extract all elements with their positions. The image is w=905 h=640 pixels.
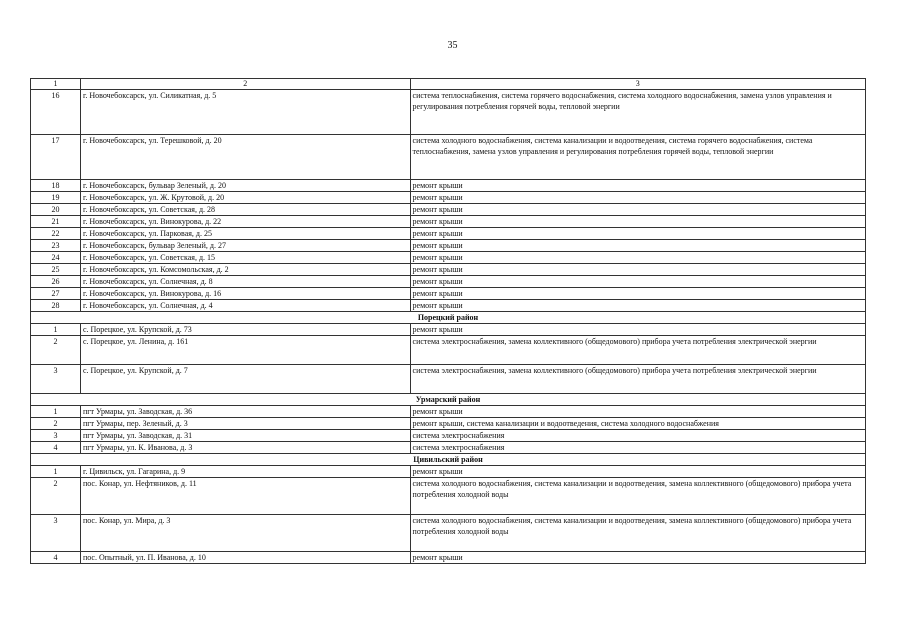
row-works: ремонт крыши [410,252,865,264]
table-row [31,135,866,180]
row-number: 3 [31,430,81,442]
row-address: г. Новочебоксарск, ул. Терешковой, д. 20 [80,135,410,180]
row-address: пос. Конар, ул. Нефтяников, д. 11 [80,478,410,515]
row-number: 16 [31,90,81,135]
table-row [31,478,866,515]
row-works: система электроснабжения [410,430,865,442]
works-table [30,78,866,564]
row-number: 2 [31,336,81,365]
section-title: Порецкий район [31,312,866,324]
table-row [31,430,866,442]
row-address: г. Новочебоксарск, ул. Комсомольская, д. 2 [80,264,410,276]
row-works: ремонт крыши [410,406,865,418]
row-works: ремонт крыши [410,288,865,300]
row-address: г. Новочебоксарск, ул. Винокурова, д. 16 [80,288,410,300]
row-address: с. Порецкое, ул. Крупской, д. 7 [80,365,410,394]
table-row [31,406,866,418]
table-row [31,324,866,336]
row-number: 2 [31,418,81,430]
row-works: ремонт крыши [410,240,865,252]
table-row [31,204,866,216]
row-address: пгт Урмары, пер. Зеленый, д. 3 [80,418,410,430]
column-header-number: 1 [31,79,81,90]
row-works: система теплоснабжения, система горячего водоснабжения, система холодного водоснабжения, замена узлов управления и регулирования потребления горячей воды, тепловой энергии [410,90,865,135]
row-works: ремонт крыши [410,466,865,478]
section-header-tsivilsky [31,454,866,466]
column-header-works: 3 [410,79,865,90]
table-row [31,515,866,552]
section-title: Цивильский район [31,454,866,466]
row-number: 2 [31,478,81,515]
row-works: ремонт крыши, система канализации и водоотведения, система холодного водоснабжения [410,418,865,430]
row-address: г. Новочебоксарск, ул. Советская, д. 15 [80,252,410,264]
row-number: 3 [31,365,81,394]
row-address: г. Новочебоксарск, ул. Парковая, д. 25 [80,228,410,240]
row-number: 1 [31,324,81,336]
table-row [31,264,866,276]
table-row [31,365,866,394]
row-works: система электроснабжения, замена коллективного (общедомового) прибора учета потребления электрической энергии [410,365,865,394]
table-row [31,192,866,204]
row-address: г. Новочебоксарск, ул. Солнечная, д. 8 [80,276,410,288]
section-title: Урмарский район [31,394,866,406]
table-row [31,418,866,430]
row-works: система холодного водоснабжения, система канализации и водоотведения, замена коллективного (общедомового) прибора учета потребления холодной воды [410,515,865,552]
row-number: 4 [31,442,81,454]
row-number: 26 [31,276,81,288]
row-works: ремонт крыши [410,276,865,288]
row-number: 4 [31,552,81,564]
section-header-porecky [31,312,866,324]
table-row [31,336,866,365]
table-row [31,252,866,264]
row-address: г. Новочебоксарск, ул. Советская, д. 28 [80,204,410,216]
row-number: 19 [31,192,81,204]
row-number: 24 [31,252,81,264]
row-address: г. Новочебоксарск, бульвар Зеленый, д. 27 [80,240,410,252]
row-number: 25 [31,264,81,276]
row-works: ремонт крыши [410,264,865,276]
row-works: ремонт крыши [410,552,865,564]
row-address: г. Цивильск, ул. Гагарина, д. 9 [80,466,410,478]
row-works: система холодного водоснабжения, система канализации и водоотведения, система горячего водоснабжения, система теплоснабжения, замена узлов управления и регулирования потребления горячей воды, тепловой энергии [410,135,865,180]
row-number: 1 [31,406,81,418]
row-number: 28 [31,300,81,312]
row-address: г. Новочебоксарск, ул. Силикатная, д. 5 [80,90,410,135]
row-address: г. Новочебоксарск, ул. Винокурова, д. 22 [80,216,410,228]
row-number: 20 [31,204,81,216]
row-number: 17 [31,135,81,180]
row-number: 27 [31,288,81,300]
table-row [31,288,866,300]
table-row [31,276,866,288]
row-number: 21 [31,216,81,228]
row-works: ремонт крыши [410,228,865,240]
row-number: 22 [31,228,81,240]
row-address: г. Новочебоксарск, ул. Ж. Крутовой, д. 20 [80,192,410,204]
page-number: 35 [447,40,458,51]
row-works: ремонт крыши [410,324,865,336]
row-works: ремонт крыши [410,204,865,216]
row-address: пгт Урмары, ул. Заводская, д. 36 [80,406,410,418]
table-row [31,466,866,478]
row-works: система электроснабжения, замена коллективного (общедомового) прибора учета потребления электрической энергии [410,336,865,365]
section-header-urmarsky [31,394,866,406]
row-number: 3 [31,515,81,552]
row-address: с. Порецкое, ул. Крупской, д. 73 [80,324,410,336]
row-address: пос. Опытный, ул. П. Иванова, д. 10 [80,552,410,564]
table-row [31,552,866,564]
row-address: пгт Урмары, ул. К. Иванова, д. 3 [80,442,410,454]
column-header-address: 2 [80,79,410,90]
table-row [31,300,866,312]
row-address: с. Порецкое, ул. Ленина, д. 161 [80,336,410,365]
row-number: 1 [31,466,81,478]
row-works: система холодного водоснабжения, система канализации и водоотведения, замена коллективного (общедомового) прибора учета потребления холодной воды [410,478,865,515]
row-address: пгт Урмары, ул. Заводская, д. 31 [80,430,410,442]
table-row [31,442,866,454]
table-row [31,240,866,252]
row-number: 23 [31,240,81,252]
row-number: 18 [31,180,81,192]
table-header-row [31,79,866,90]
row-works: система электроснабжения [410,442,865,454]
table-row [31,228,866,240]
table-row [31,180,866,192]
table-row [31,216,866,228]
table-row [31,90,866,135]
row-address: пос. Конар, ул. Мира, д. 3 [80,515,410,552]
row-works: ремонт крыши [410,216,865,228]
row-works: ремонт крыши [410,180,865,192]
row-works: ремонт крыши [410,192,865,204]
row-address: г. Новочебоксарск, ул. Солнечная, д. 4 [80,300,410,312]
row-works: ремонт крыши [410,300,865,312]
row-address: г. Новочебоксарск, бульвар Зеленый, д. 20 [80,180,410,192]
